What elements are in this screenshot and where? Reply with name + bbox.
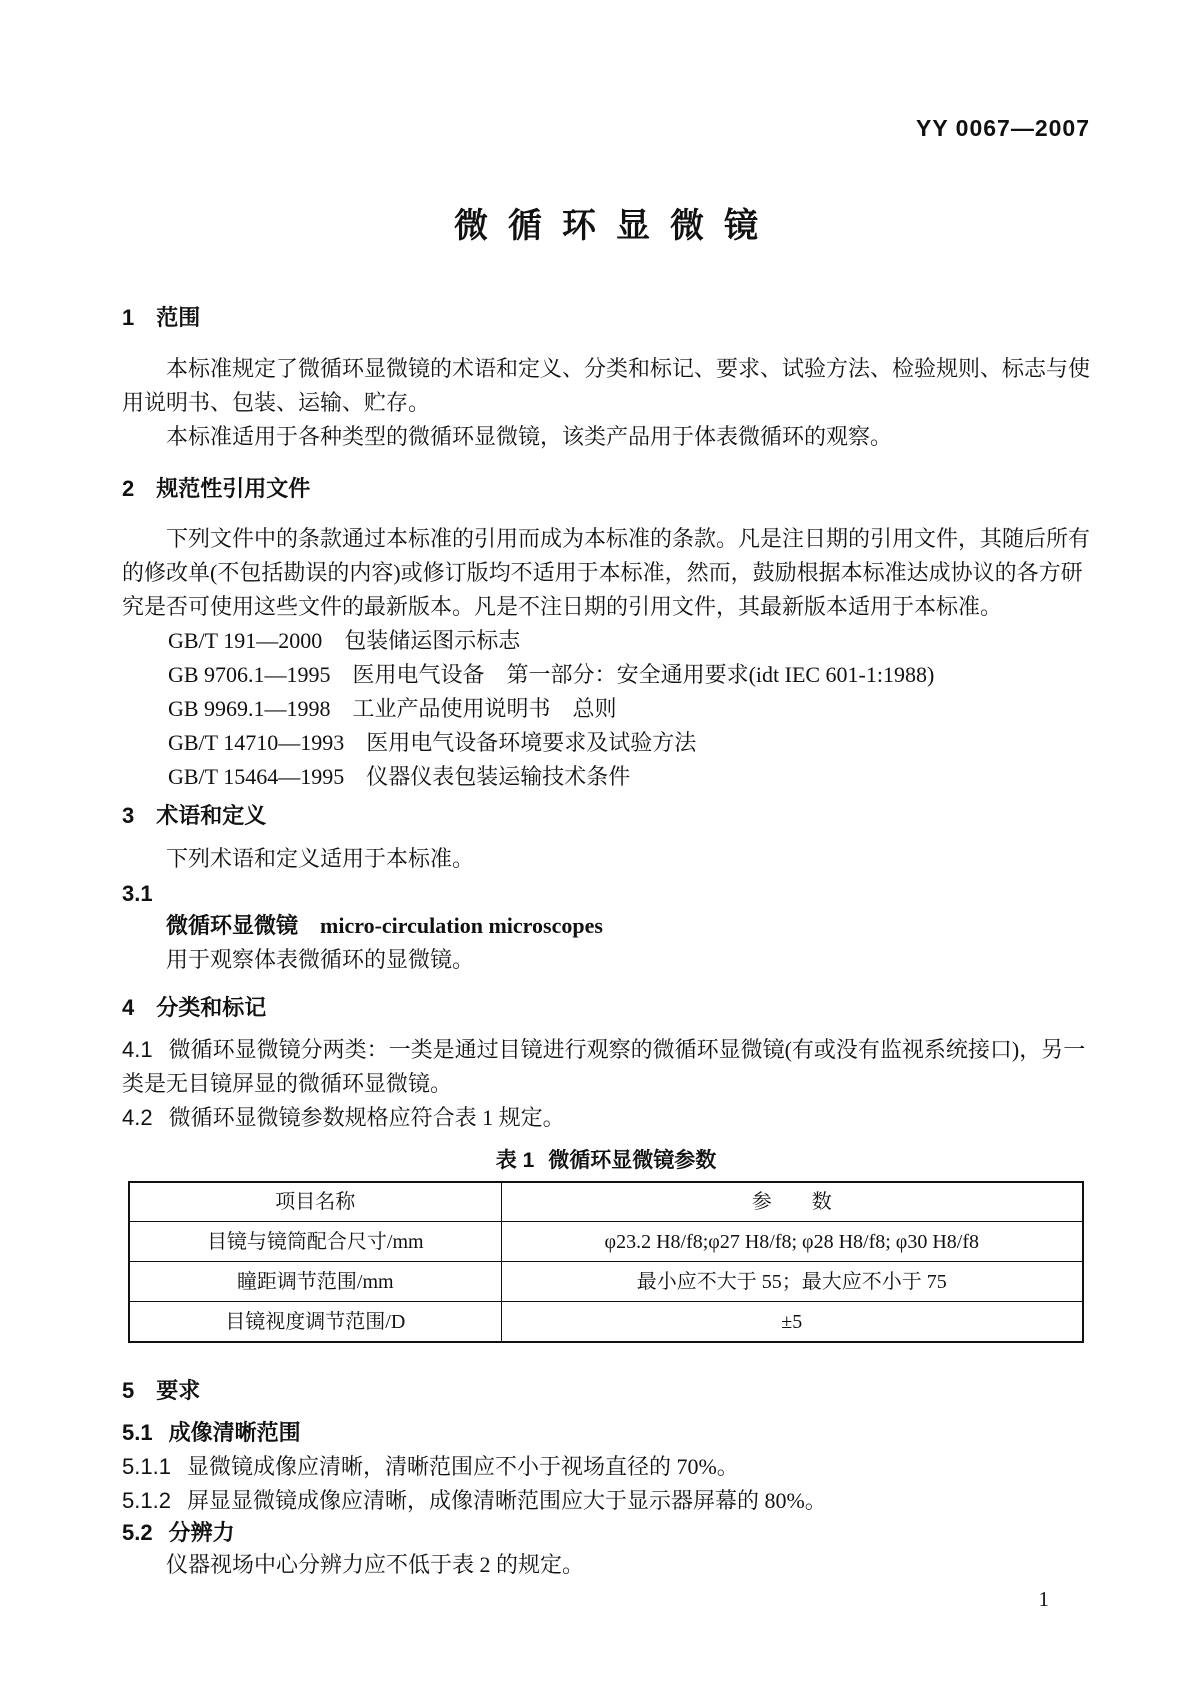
- table-row: [129, 1222, 1083, 1262]
- term-chinese: 微循环显微镜: [166, 913, 299, 938]
- section-2-normative-references: [122, 474, 1090, 794]
- table-1-caption-label: 表 1: [495, 1149, 535, 1172]
- table-cell-parameter: 最小应不大于 55；最大应不小于 75: [501, 1262, 1083, 1302]
- table-cell-item-name: 目镜与镜筒配合尺寸/mm: [129, 1222, 501, 1262]
- clause-4-2-text: 微循环显微镜参数规格应符合表 1 规定。: [168, 1105, 565, 1130]
- term-english: micro-circulation microscopes: [320, 913, 603, 938]
- reference-item: GB 9706.1—1995 医用电气设备 第一部分：安全通用要求(idt IEC 601-1:1988): [168, 662, 935, 687]
- section-4-number: 4: [122, 995, 135, 1020]
- reference-list: [122, 624, 1090, 794]
- section-4-classification-marking: [122, 993, 1090, 1343]
- clause-4-2: [122, 1101, 1090, 1135]
- table-cell-parameter: φ23.2 H8/f8;φ27 H8/f8; φ28 H8/f8; φ30 H8/f8: [501, 1222, 1083, 1262]
- section-5-heading: [122, 1376, 1090, 1406]
- section-5-requirements: [122, 1376, 1090, 1582]
- clause-5-1-1: [122, 1450, 1090, 1484]
- section-3-paragraph-1: 下列术语和定义适用于本标准。: [166, 846, 475, 871]
- section-1-paragraph-1: 本标准规定了微循环显微镜的术语和定义、分类和标记、要求、试验方法、检验规则、标志与使用说明书、包装、运输、贮存。: [122, 356, 1091, 415]
- section-1-paragraph-2: 本标准适用于各种类型的微循环显微镜，该类产品用于体表微循环的观察。: [166, 424, 893, 449]
- section-4-title: 分类和标记: [156, 995, 267, 1020]
- standard-number: YY 0067—2007: [916, 115, 1090, 141]
- table-row: [129, 1262, 1083, 1302]
- table-header-row: [129, 1182, 1083, 1222]
- table-1-caption: [122, 1145, 1090, 1177]
- section-3-heading: [122, 801, 1090, 831]
- clause-5-2-title: 分辨力: [168, 1520, 235, 1545]
- section-2-number: 2: [122, 476, 135, 501]
- term-definition-line: [122, 909, 1090, 943]
- table-header-item-name: 项目名称: [129, 1182, 501, 1222]
- page-header: [122, 116, 1090, 141]
- clause-4-2-number: 4.2: [122, 1105, 153, 1130]
- reference-item: GB/T 191—2000 包装储运图示标志: [168, 628, 521, 653]
- table-cell-item-name: 目镜视度调节范围/D: [129, 1302, 501, 1343]
- reference-item: GB 9969.1—1998 工业产品使用说明书 总则: [168, 696, 617, 721]
- section-1-number: 1: [122, 305, 135, 330]
- clause-4-1-number: 4.1: [122, 1037, 153, 1062]
- table-cell-item-name: 瞳距调节范围/mm: [129, 1262, 501, 1302]
- clause-5-2-heading: [122, 1518, 1090, 1548]
- section-1-title: 范围: [156, 305, 201, 330]
- clause-5-1-1-number: 5.1.1: [122, 1454, 171, 1479]
- section-2-paragraph-1: 下列文件中的条款通过本标准的引用而成为本标准的条款。凡是注日期的引用文件，其随后所有的修改单(不包括勘误的内容)或修订版均不适用于本标准，然而，鼓励根据本标准达成协议的各方研究是否可使用这些文件的最新版本。凡是不注日期的引用文件，其最新版本适用于本标准。: [122, 526, 1091, 619]
- clause-3-1-number: 3.1: [122, 881, 153, 906]
- table-1-parameters: [128, 1181, 1084, 1343]
- page-number: 1: [1038, 1587, 1049, 1611]
- section-4-heading: [122, 993, 1090, 1023]
- reference-item: GB/T 15464—1995 仪器仪表包装运输技术条件: [168, 764, 631, 789]
- reference-item: GB/T 14710—1993 医用电气设备环境要求及试验方法: [168, 730, 697, 755]
- document-title: 微循环显微镜: [454, 207, 778, 245]
- section-2-heading: [122, 474, 1090, 504]
- table-cell-parameter: ±5: [501, 1302, 1083, 1343]
- section-5-title: 要求: [156, 1378, 201, 1403]
- section-2-title: 规范性引用文件: [156, 476, 311, 501]
- section-1-scope: [122, 303, 1090, 454]
- clause-5-1-1-text: 显微镜成像应清晰，清晰范围应不小于视场直径的 70%。: [186, 1454, 739, 1479]
- clause-5-1-heading: [122, 1418, 1090, 1448]
- section-3-terms-definitions: [122, 801, 1090, 977]
- section-3-number: 3: [122, 803, 135, 828]
- section-5-number: 5: [122, 1378, 135, 1403]
- clause-4-1: [122, 1033, 1090, 1101]
- table-1-caption-title: 微循环显微镜参数: [548, 1149, 717, 1172]
- clause-5-1-number: 5.1: [122, 1420, 153, 1445]
- section-1-heading: [122, 303, 1090, 333]
- clause-5-1-2-text: 屏显显微镜成像应清晰，成像清晰范围应大于显示器屏幕的 80%。: [186, 1488, 827, 1513]
- clause-5-2-number: 5.2: [122, 1520, 153, 1545]
- term-definition-text: 用于观察体表微循环的显微镜。: [166, 947, 475, 972]
- clause-5-1-2-number: 5.1.2: [122, 1488, 171, 1513]
- section-3-title: 术语和定义: [156, 803, 267, 828]
- clause-5-1-2: [122, 1484, 1090, 1518]
- table-header-parameter: 参 数: [501, 1182, 1083, 1222]
- clause-5-1-title: 成像清晰范围: [168, 1420, 301, 1445]
- clause-5-2-text: 仪器视场中心分辨力应不低于表 2 的规定。: [166, 1552, 585, 1577]
- table-row: [129, 1302, 1083, 1343]
- clause-4-1-text: 微循环显微镜分两类：一类是通过目镜进行观察的微循环显微镜(有或没有监视系统接口)，另一类是无目镜屏显的微循环显微镜。: [122, 1037, 1086, 1096]
